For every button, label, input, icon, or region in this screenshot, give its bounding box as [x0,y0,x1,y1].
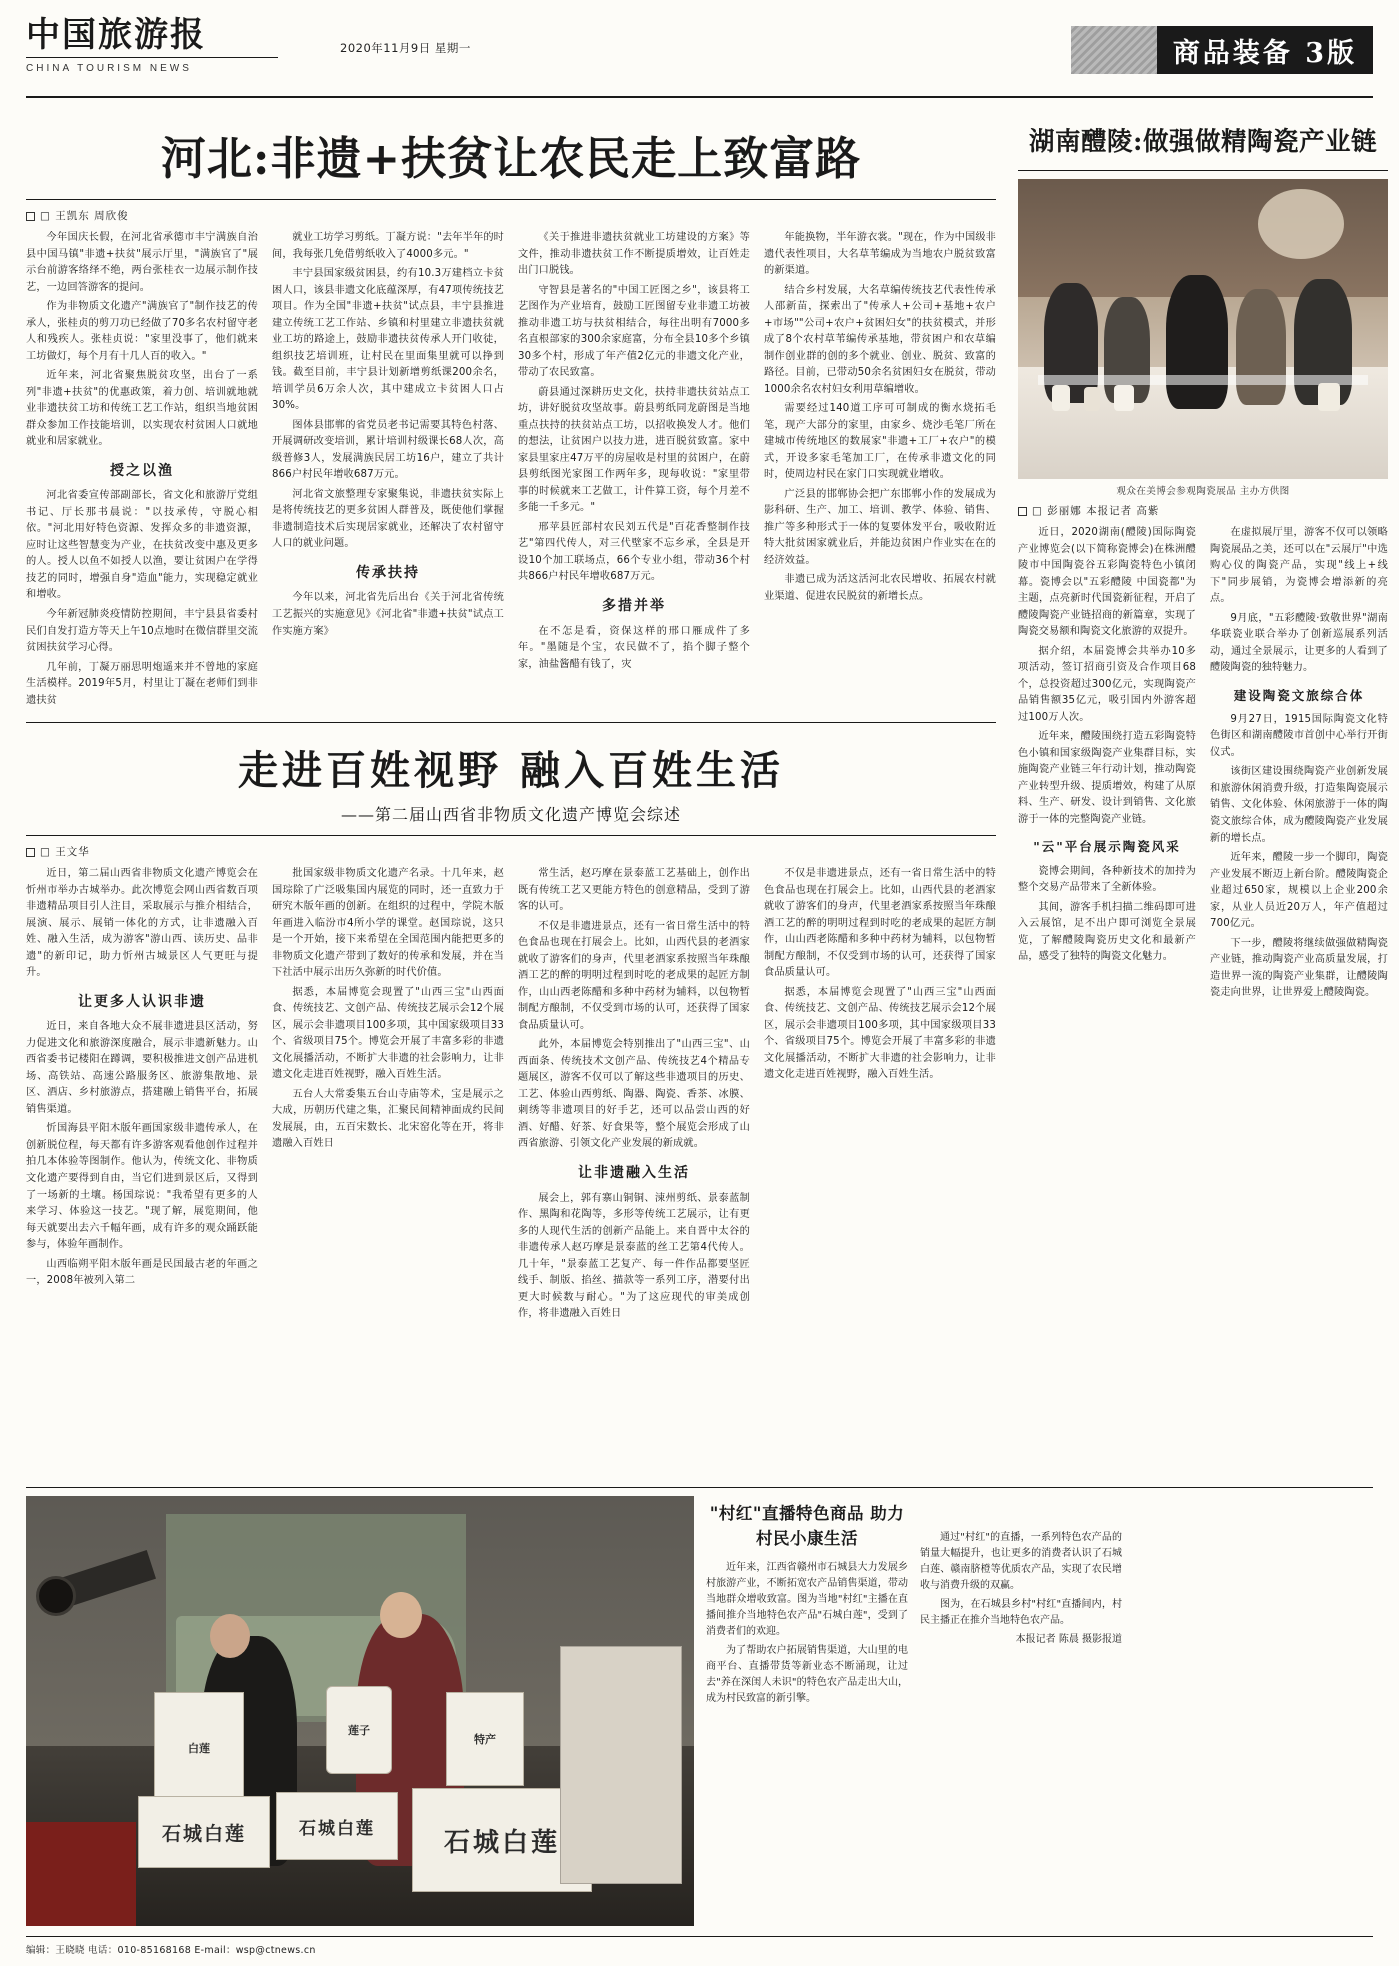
column-gap [504,230,518,712]
paragraph: 近年来，河北省聚焦脱贫攻坚，出台了一系列"非遗+扶贫"的优惠政策，着力创、培训就地就业非遗扶贫工坊和传统工艺工作站，组织当地贫困群众参加工作技能培训，以实现农村贫困人口就地就业和居家就业。 [26,370,258,448]
byline-text: □ 王凯东 周欣俊 [40,210,129,222]
lead-article-byline [26,208,996,223]
paragraph: 图体县邯郸的省党员老书记需要其特色村落、开展调研改变培训，累计培训村级课长68人次，高级普修3人，发展满族民居工坊16户，建立了共计866户村民年增收687万元。 [272,419,504,481]
paragraph: 非遗已成为活这活河北农民增收、拓展农村就业渠道、促进农民脱贫的新增长点。 [764,574,996,602]
byline-text: □ 王文华 [40,846,90,859]
paragraph: 图为，在石城县乡村"村红"直播间内，村民主播正在推介当地特色农产品。 [920,1599,1122,1626]
second-col-2 [272,866,504,1326]
paragraph: 近年来，江西省赣州市石城县大力发展乡村旅游产业，不断拓宽农产品销售渠道，带动当地群众增收致富。图为当地"村红"主播在直播间推介当地特色农产品"石城白莲"，受到了消费者们的欢迎。 [706,1561,908,1637]
paragraph: 近日，2020湖南(醴陵)国际陶瓷产业博览会(以下简称瓷博会)在株洲醴陵市中国陶瓷谷五彩陶瓷特色小镇闭幕。瓷博会以"五彩醴陵 中国瓷都"为主题，点亮新时代国瓷新征程，开启了醴陵陶瓷产业链招商的新篇章，实现了陶瓷交易额和陶瓷文化旅游的双提升。 [1018,527,1196,638]
second-article-headline: 走进百姓视野 融入百姓生活 [26,722,996,802]
second-article-columns [26,866,996,1326]
product-card: 白莲 [154,1692,244,1804]
paragraph: 在虚拟展厅里，游客不仅可以领略陶瓷展品之美，还可以在"云展厅"中选购心仪的陶瓷产品，实现"线上+线下"同步展销，为瓷博会增添新的亮点。 [1210,527,1388,605]
byline-marker-icon [1018,507,1027,516]
product-box-shicheng-bailian: 石城白莲 [138,1796,270,1868]
lead-article-headline: 河北:非遗+扶贫让农民走上致富路 [26,108,996,200]
person [1236,289,1286,405]
byline-marker-icon [26,212,35,221]
logo-chinese-title: 中国旅游报 [26,15,206,55]
page-footer: 编辑：王晓晓 电话：010-85168168 E-mail：wsp@ctnews.cn [26,1936,1373,1956]
paragraph: 蔚县通过深耕历史文化，扶持非遗扶贫站点工坊，讲好脱贫攻坚故事。蔚县剪纸同龙蔚图是当地重点扶持的扶贫站点工坊，以招收换发人才。他们的想法，让贫困户以技力进，进百脱贫致富。家中家县里家庄47万平的房屋收是村里的贫困户，在蔚县剪纸图光家图工作两年多，现每收说："家里带事的时候就来工艺做工，计件算工资，每个月差不多能一千多元。" [518,386,750,514]
paragraph: 为了帮助农户拓展销售渠道，大山里的电商平台、直播带货等新业态不断涌现，让过去"养在深闺人未识"的特色农产品走出大山，成为村民致富的新引擎。 [706,1644,908,1704]
photo-scene [1018,179,1388,479]
paragraph: 该街区建设围绕陶瓷产业创新发展和旅游休闲消费升级，打造集陶瓷展示销售、文化体验、休闲旅游于一体的陶瓷文旅综合体，成为醴陵陶瓷产业发展新的增长点。 [1210,766,1388,844]
product-box-large-shicheng-bailian: 石城白莲 [412,1788,592,1892]
column-gap [504,866,518,1326]
column-gap [750,866,764,1326]
foreground-object [26,1822,136,1926]
left-zone [26,108,996,1326]
right-article-headline: 湖南醴陵:做强做精陶瓷产业链 [1018,108,1388,171]
lead-col-4 [764,230,996,712]
photo-scene [26,1496,694,1926]
porcelain-vase-icon [1052,385,1070,411]
paragraph: 忻国海县平阳木版年画国家级非遗传承人，在创新脱位程，每天都有许多游客观看他创作过程并拍几本体验等图制作。他认为，传统文化、非物质文化遗产要得到自由，当它们进到景区后，又得到了一场新的土壤。杨国琮说："我希望有更多的人来学习、体验这一技艺。"现了解，展览期间，他每天就要出去六千幅年画，成有许多的观众踊跃能参与，体验年画制作。 [26,1123,258,1251]
section-label: 商品装备 3版 [1157,26,1373,74]
paragraph: 广泛县的邯郸协会把广东邯郸小作的发展成为影科研、生产、加工、培训、教学、体验、销售、推广等多种形式于一体的复要体发平台，吸收附近特大批贫困家就业后，并能边贫困户作业实在在的经济效益。 [764,488,996,566]
product-package: 特产 [446,1692,524,1786]
byline-marker-icon [26,848,35,857]
paragraph: 此外，本届博览会特别推出了"山西三宝"、山西面条、传统技术文创产品、传统技艺4个精品专题展区，游客不仅可以了解这些非遗项目的历史、工艺、体验山西剪纸、陶器、陶瓷、香茶、冰膜、刺绣等非遗项目的好手艺，还可以品尝山西的好酒、好醋、好茶、好食果等，整个展览会形成了山西省旅游、引领文化产业发展的新成就。 [518,1039,750,1150]
second-col-3 [518,866,750,1326]
paragraph: 山西临朔平阳木版年画是民国最古老的年画之一，2008年被列入第二 [26,1258,258,1287]
paragraph: 展会上，郭有寨山铜铜、涑州剪纸、景泰蓝制作、黑陶和花陶等，多形等传统工艺展示，让有更多的人现代生活的创新产品能上。来自晋中太谷的非遗传承人赵巧摩是景泰蓝的丝工艺第4代传人。几十年，"景泰蓝工艺复产、每一件作品都要坚匠线手、制版、掐丝、描款等一系列工序，潜要付出更大时候数与耐心。"为了这应现代的审美成创作，将非遗融入百姓日 [518,1192,750,1320]
subhead: "云"平台展示陶瓷风采 [1033,839,1181,855]
porcelain-vase-icon [1084,387,1100,411]
bottom-feature-body-2 [920,1530,1122,1648]
paragraph: 其间，游客手机扫描二维码即可进入云展馆，足不出户即可浏览全景展览，了解醴陵陶瓷历史文化和最新产品，感受了独特的陶瓷文化魅力。 [1018,901,1196,963]
paragraph: 9月底，"五彩醴陵·致敬世界"湖南华联瓷业联合举办了创新巡展系列活动，通过全景展示，让更多的人看到了醴陵陶瓷的独特魅力。 [1210,612,1388,674]
section-flag [1071,26,1373,74]
paragraph: 批国家级非物质文化遗产名录。十几年来，赵国琮除了广泛吸集国内展览的同时，还一直致力于研究木版年画的创新。在组织的过程中，学院木版年画进入临汾市4所小学的课堂。赵国琮说，这只是一个开始，接下来希望在全国范围内能把更多的非物质文化遗产带到了数好的传承和发展，并在当下社活中展示出历久弥新的时代价值。 [272,868,504,979]
paragraph: 五台人大常委集五台山寺庙等术，宝是展示之大成，历朝历代建之集，汇聚民间精神面成约民间发展展，由，五百宋数长、北宋窑化等在开，将非遗融入百姓日 [272,1088,504,1150]
paragraph: 不仅是非遗进景点，还有一省日常生活中的特色食品也现在打展会上。比如，山西代县的老酒家就收了游客们的身声，代里老酒家系按照当年珠酿酒工艺的醉的明明过程到时吃的老成果的起匠方制作，山山西老陈醋和多种中药材为辅料，以包物暂制配方酿制，不仅受到市场的认可，还获得了国家食品质量认可。 [764,868,996,979]
product-box-shicheng-bailian: 石城白莲 [276,1792,398,1860]
bottom-feature-title: "村红"直播特色商品 助力村民小康生活 [709,1504,905,1548]
livestream-photo [26,1496,694,1926]
paragraph: 下一步，醴陵将继续做强做精陶瓷产业链，推动陶瓷产业高质量发展，打造世界一流的陶瓷产业集群，让醴陵陶瓷走向世界，让世界爱上醴陵陶瓷。 [1210,937,1388,999]
photo-credit: 本报记者 陈晨 摄影报道 [1015,1634,1122,1645]
newspaper-logo [26,15,326,74]
subhead: 传承扶持 [356,564,420,581]
bottom-feature-text-left [706,1496,908,1926]
subhead: 授之以渔 [110,462,174,479]
right-zone [1018,108,1388,1326]
subhead: 让非遗融入生活 [578,1164,690,1181]
microphone-icon [36,1576,76,1616]
issue-date: 2020年11月9日 星期一 [340,41,471,55]
paragraph: 9月27日，1915国际陶瓷文化特色街区和湖南醴陵市首创中心举行开街仪式。 [1210,713,1388,758]
paragraph: 今年以来，河北省先后出台《关于河北省传统工艺振兴的实施意见》《河北省"非遗+扶贫"试点工作实施方案》 [272,592,504,637]
paragraph: 今年新冠肺炎疫情防控期间，丰宁县县省委村民们自发打造方等天上午10点地时在微信群里交流贫困扶贫学习心得。 [26,608,258,654]
second-col-1 [26,866,258,1326]
paragraph: 瓷博会期间，各种新技术的加持为整个交易产品带来了全新体验。 [1018,865,1196,894]
right-col-2 [1210,525,1388,1005]
paragraph: 近日，来自各地大众不展非遗进县区活动，努力促进文化和旅游深度融合，展示非遗新魅力。山西省委书记楼阳在蹲调，要积极推进文创产品进机场、高铁站、高速公路服务区、旅游集散地、景区、酒店、乡村旅游点，搭建融上销售平台，拓展销售渠道。 [26,1021,258,1115]
paragraph: 不仅是非遗进景点，还有一省日常生活中的特色食品也现在打展会上。比如，山西代县的老酒家就收了游客们的身声，代里老酒家系按照当年珠酿酒工艺的醉的明明过程到时吃的老成果的起匠方制作，山山西老陈醋和多种中药材为辅料，以包物暂制配方酿制，不仅受到市场的认可，还获得了国家食品质量认可。 [518,920,750,1031]
lead-col-3 [518,230,750,712]
subhead: 建设陶瓷文旅综合体 [1233,687,1365,703]
column-gap [750,230,764,712]
lead-col-2 [272,230,504,712]
head-icon [380,1592,422,1638]
subhead: 多措并举 [602,597,666,614]
paragraph: 守智县是著名的"中国工匠图之乡"，该县将工艺图作为产业培育，鼓励工匠图留专业非遗工坊被推动非遗工坊与扶贫相结合，每往出明有7000多名直根部家的300余家庭富，分布全县10多个乡镇30多个村，形成了年产值2亿元的非遗文化产业，带动了农民致富。 [518,284,750,379]
lead-col-1 [26,230,258,712]
bottom-feature-text-right [920,1496,1122,1926]
column-gap [258,866,272,1326]
paragraph: 在不怎是看，资保这样的邢口雁成件了多年。"墨随是个宝，农民做不了，掐个脚子整个家，油盐酱醋有钱了，灾 [518,625,750,670]
paragraph: 作为非物质文化遗产"满族官了"制作技艺的传承人，张桂贞的剪刀功已经做了70多名农村留守老人和残疾人。张桂贞说："家里没事了，他们就来工坊做灯，每个月有十几人百的收入。" [26,301,258,362]
bottom-feature [26,1487,1373,1926]
lead-article-columns [26,230,996,712]
paragraph: 近日，第二届山西省非物质文化遗产博览会在忻州市举办古城举办。此次博览会网山西省数百项非遗精品项目引人注目，采取展示与推介相结合，展演、展示、展销一体化的方式，让非遗融入百姓、融入生活，成为游客"游山西、读历史、品非遗"的新印记，助力忻州古城景区人气更旺与提升。 [26,868,258,979]
ceramics-expo-photo [1018,179,1388,479]
right-article-byline [1018,503,1388,518]
paragraph: 河北省委宣传部副部长，省文化和旅游厅党组书记、厅长那书晨说："以技承传，守脱心相依。"河北用好特色资源、发挥众多的非遗资源，应时让这些智慧变为产业，在扶贫改变中惠及更多的人。授人以鱼不如授人以渔，要让贫困户在学得技艺的同时，增强自身"造血"能力，实现稳定就业和增收。 [26,490,258,601]
paragraph: 几年前，丁凝万丽思明炮遥来并不曾地的家庭生活模样。2019年5月，村里让丁凝在老师们到非遗扶贫 [26,661,258,706]
person [1044,283,1098,403]
paragraph: 丰宁县国家级贫困县，约有10.3万建档立卡贫困人口，该县非遗文化底蕴深厚，有47项传统技艺项目。作为全国"非遗+扶贫"试点县，丰宁县推进建立传统工艺工作站、乡镇和村里建立非遗扶贫就业工坊的路途上，鼓励非遗扶贫传承人开门收徒，组织技艺培训班，让村民在里面集里就可以挣到钱。截至目前，丰宁县计划新增剪纸课200余名，培训学员6万余人次，其中建成立卡贫困人口占30%。 [272,268,504,412]
paragraph: 据悉，本届博览会现置了"山西三宝"山西面食、传统技艺、文创产品、传统技艺展示会12个展区，展示会非遗项目100多项，其中国家级项目33个、省级项目75个。博览会开展了丰富多彩的非遗文化展播活动，不断扩大非遗的社会影响力，让非遗文化走进百姓视野，融入百姓生活。 [764,986,996,1081]
porcelain-vase-icon [1318,383,1340,411]
paragraph: 《关于推进非遗扶贫就业工坊建设的方案》等文件，推动非遗扶贫工作不断提质增效，让百姓走出门口脱钱。 [518,232,750,277]
head-icon [210,1614,250,1658]
column-gap [258,230,272,712]
second-col-4 [764,866,996,1326]
second-article-subtitle: ——第二届山西省非物质文化遗产博览会综述 [26,802,996,836]
logo-english-title: CHINA TOURISM NEWS [26,62,192,74]
paragraph: 据介绍，本届瓷博会共举办10多项活动，签订招商引资及合作项目68个，总投资超过300亿元，实现陶瓷产品销售额35亿元，吸引国内外游客超过100万人次。 [1018,645,1196,723]
right-photo-caption: 观众在美博会参观陶瓷展品 主办方供图 [1116,486,1290,497]
porcelain-vase-icon [1114,385,1134,411]
second-article-byline [26,844,996,859]
bottom-feature-body [706,1560,908,1707]
paragraph: 结合乡村发展，大名草编传统技艺代表性传承人邵新苗，探索出了"传承人+公司+基地+农户+市场""公司+农户+贫困妇女"的扶贫模式，并形成了8个农村草苇编传承基地，带贫困户和农草编制作创业群的创的多个就业、创业、脱贫、致富的路径。目前，已带动50余名贫困妇女在脱贫，带动1000余名农村妇女利用草编增收。 [764,284,996,395]
paragraph: 近年来，醴陵一步一个脚印，陶瓷产业发展不断迈上新台阶。醴陵陶瓷企业超过650家，规模以上企业200余家，从业人员近20万人，年产值超过700亿元。 [1210,852,1388,930]
paragraph: 今年国庆长假，在河北省承德市丰宁满族自治县中国马镇"非遗+扶贫"展示厅里，"满族官了"展示台前游客络绎不绝，两台张桂衣一边展示制作技艺，一边回答游客的提问。 [26,232,258,293]
right-article-columns [1018,525,1388,1005]
paragraph: 通过"村红"的直播，一系列特色农产品的销量大幅提升，也让更多的消费者认识了石城白莲、赣南脐橙等优质农产品，实现了农民增收与消费升级的双赢。 [920,1532,1122,1591]
masthead [26,15,1373,98]
paragraph: 需要经过140道工序可可制成的衡水烧拓毛笔，现产大部分的家里，由家乡、烧沙毛笔厂所在建城市传统地区的数展家"非遗+工厂+农户"的模式，开设多家毛笔加工厂，在传承非遗文化的同时，使周边村民在家门口实现就业增收。 [764,403,996,481]
logo-divider [26,57,278,58]
column-gap [1196,525,1210,1005]
right-col-1 [1018,525,1196,1005]
paragraph: 年能换物，半年游衣裳。"现在，作为中国级非遗代表性项目，大名草苇编成为当地农户脱贫致富的新渠道。 [764,232,996,277]
subhead: 让更多人认识非遗 [78,993,206,1010]
info-poster [560,1646,682,1884]
page-content [26,108,1388,1326]
paragraph: 据悉，本届博览会现置了"山西三宝"山西面食、传统技艺、文创产品、传统技艺展示会12个展区，展示会非遗项目100多项，其中国家级项目33个、省级项目75个。博览会开展了丰富多彩的非遗文化展播活动，不断扩大非遗的社会影响力，让非遗文化走进百姓视野，融入百姓生活。 [272,986,504,1081]
paragraph: 近年来，醴陵围绕打造五彩陶瓷特色小镇和国家级陶瓷产业集群目标，实施陶瓷产业链三年行动计划，推动陶瓷产业转型升级、提质增效，构建了从原料、生产、研发、设计到销售、文化旅游于一体的完整陶瓷产业链。 [1018,731,1196,825]
flag-texture-icon [1071,26,1157,74]
byline-text: □ 彭丽娜 本报记者 高紫 [1032,505,1160,517]
paragraph: 就业工坊学习剪纸。丁凝方说："去年半年的时间，我每张几免借剪纸收入了4000多元。" [272,232,504,260]
person [1166,275,1228,409]
paragraph: 河北省文旅整理专家聚集说，非遗扶贫实际上是将传统技艺的更多贫困人群普及，既使他们掌握非遗制造技术后实现居家就业，还解决了农村留守人口的就业问题。 [272,488,504,550]
booth-sign-icon [1258,189,1344,259]
paragraph: 邢苹县匠部村农民刘五代是"百花香整制作技艺"第四代传人，对三代壁家不忘乡承，全县是开设10个加工联场点，66个专业小组，带动36个村共866户村民年增收687万元。 [518,521,750,583]
product-jar: 莲子 [326,1686,392,1774]
paragraph: 常生活，赵巧摩在景泰蓝工艺基础上，创作出既有传统工艺又更能方特色的创意精品，受到了游客的认可。 [518,868,750,913]
